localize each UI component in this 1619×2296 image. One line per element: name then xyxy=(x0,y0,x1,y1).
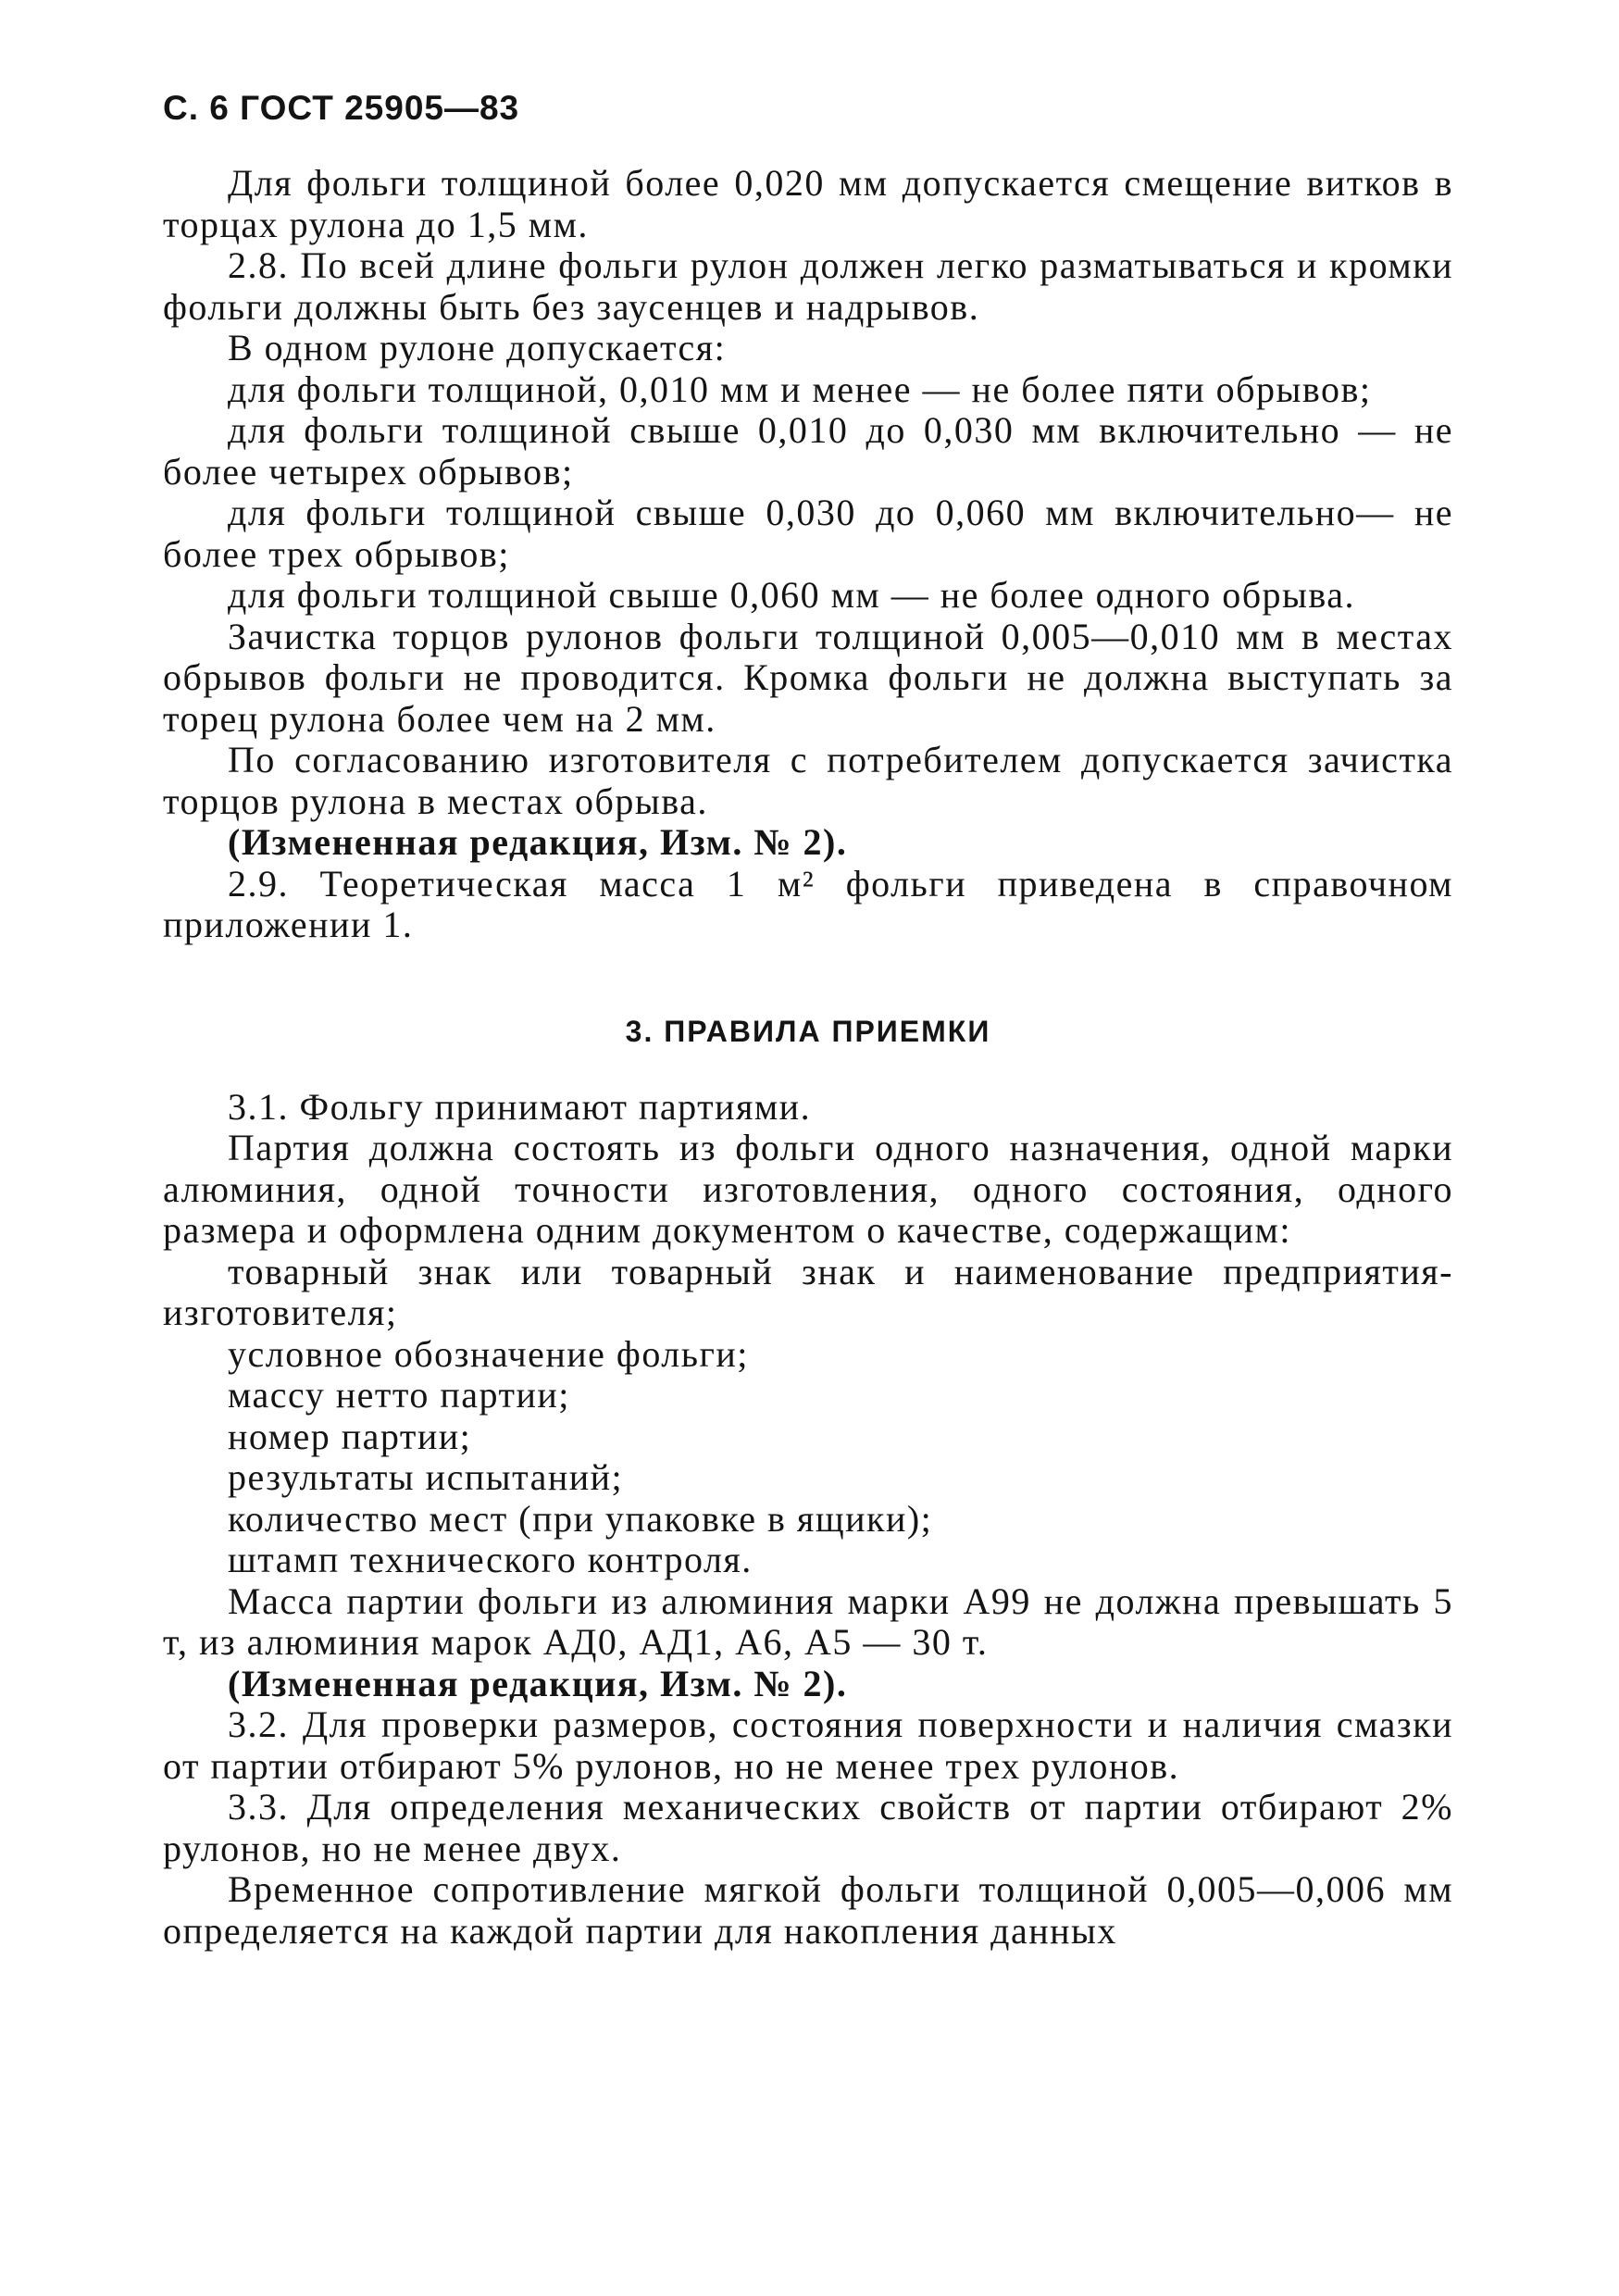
paragraph: По согласованию изготовителя с потребителем допускается зачистка торцов рулона в местах обрыва. xyxy=(163,739,1453,822)
paragraph: 2.9. Теоретическая масса 1 м² фольги приведена в справочном приложении 1. xyxy=(163,862,1453,945)
paragraph: номер партии; xyxy=(228,1415,472,1457)
paragraph: массу нетто партии; xyxy=(228,1374,570,1416)
section-heading: 3. ПРАВИЛА ПРИЕМКИ xyxy=(625,1014,991,1048)
page-header: С. 6 ГОСТ 25905—83 xyxy=(163,89,520,127)
paragraph: штамп технического контроля. xyxy=(228,1539,753,1580)
paragraph: для фольги толщиной свыше 0,030 до 0,060 мм включительно— не более трех обрывов; xyxy=(163,492,1453,575)
paragraph: 3.2. Для проверки размеров, состояния поверхности и наличия смазки от партии отбирают 5% рулонов, но не менее трех рулонов. xyxy=(163,1703,1453,1787)
paragraph: 3.3. Для определения механических свойств от партии отбирают 2% рулонов, но не менее двух. xyxy=(163,1786,1453,1869)
paragraph: 2.8. По всей длине фольги рулон должен легко разматываться и кромки фольги должны быть без заусенцев и надрывов. xyxy=(163,244,1453,328)
paragraph: товарный знак или товарный знак и наименование предприятия-изготовителя; xyxy=(163,1250,1453,1333)
paragraph: условное обозначение фольги; xyxy=(228,1332,749,1375)
paragraph: количество мест (при упаковке в ящики); xyxy=(228,1497,933,1540)
paragraph: для фольги толщиной свыше 0,060 мм — не более одного обрыва. xyxy=(228,574,1356,616)
paragraph: 3.1. Фольгу принимают партиями. xyxy=(228,1085,812,1128)
amendment-note: (Измененная редакция, Изм. № 2). xyxy=(228,821,848,863)
paragraph: В одном рулоне допускается: xyxy=(228,327,727,368)
paragraph: Партия должна состоять из фольги одного назначения, одной марки алюминия, одной точности изготовления, одного состояния, одного размера и оформлена одним документом о качестве, содержащим: xyxy=(163,1127,1453,1251)
paragraph: для фольги толщиной свыше 0,010 до 0,030 мм включительно — не более четырех обрывов; xyxy=(163,409,1453,493)
amendment-note: (Измененная редакция, Изм. № 2). xyxy=(228,1662,848,1704)
paragraph: для фольги толщиной, 0,010 мм и менее — не более пяти обрывов; xyxy=(228,368,1372,410)
document-body xyxy=(163,163,1453,1952)
paragraph: результаты испытаний; xyxy=(228,1456,624,1498)
paragraph: Масса партии фольги из алюминия марки А99 не должна превышать 5 т, из алюминия марок АД0, АД1, А6, А5 — 30 т. xyxy=(163,1579,1453,1663)
paragraph: Зачистка торцов рулонов фольги толщиной 0,005—0,010 мм в местах обрывов фольги не проводится. Кромка фольги не должна выступать за торец рулона более чем на 2 мм. xyxy=(163,615,1453,740)
paragraph: Временное сопротивление мягкой фольги толщиной 0,005—0,006 мм определяется на каждой партии для накопления данных xyxy=(163,1868,1453,1952)
paragraph: Для фольги толщиной более 0,020 мм допускается смещение витков в торцах рулона до 1,5 мм. xyxy=(163,162,1453,245)
